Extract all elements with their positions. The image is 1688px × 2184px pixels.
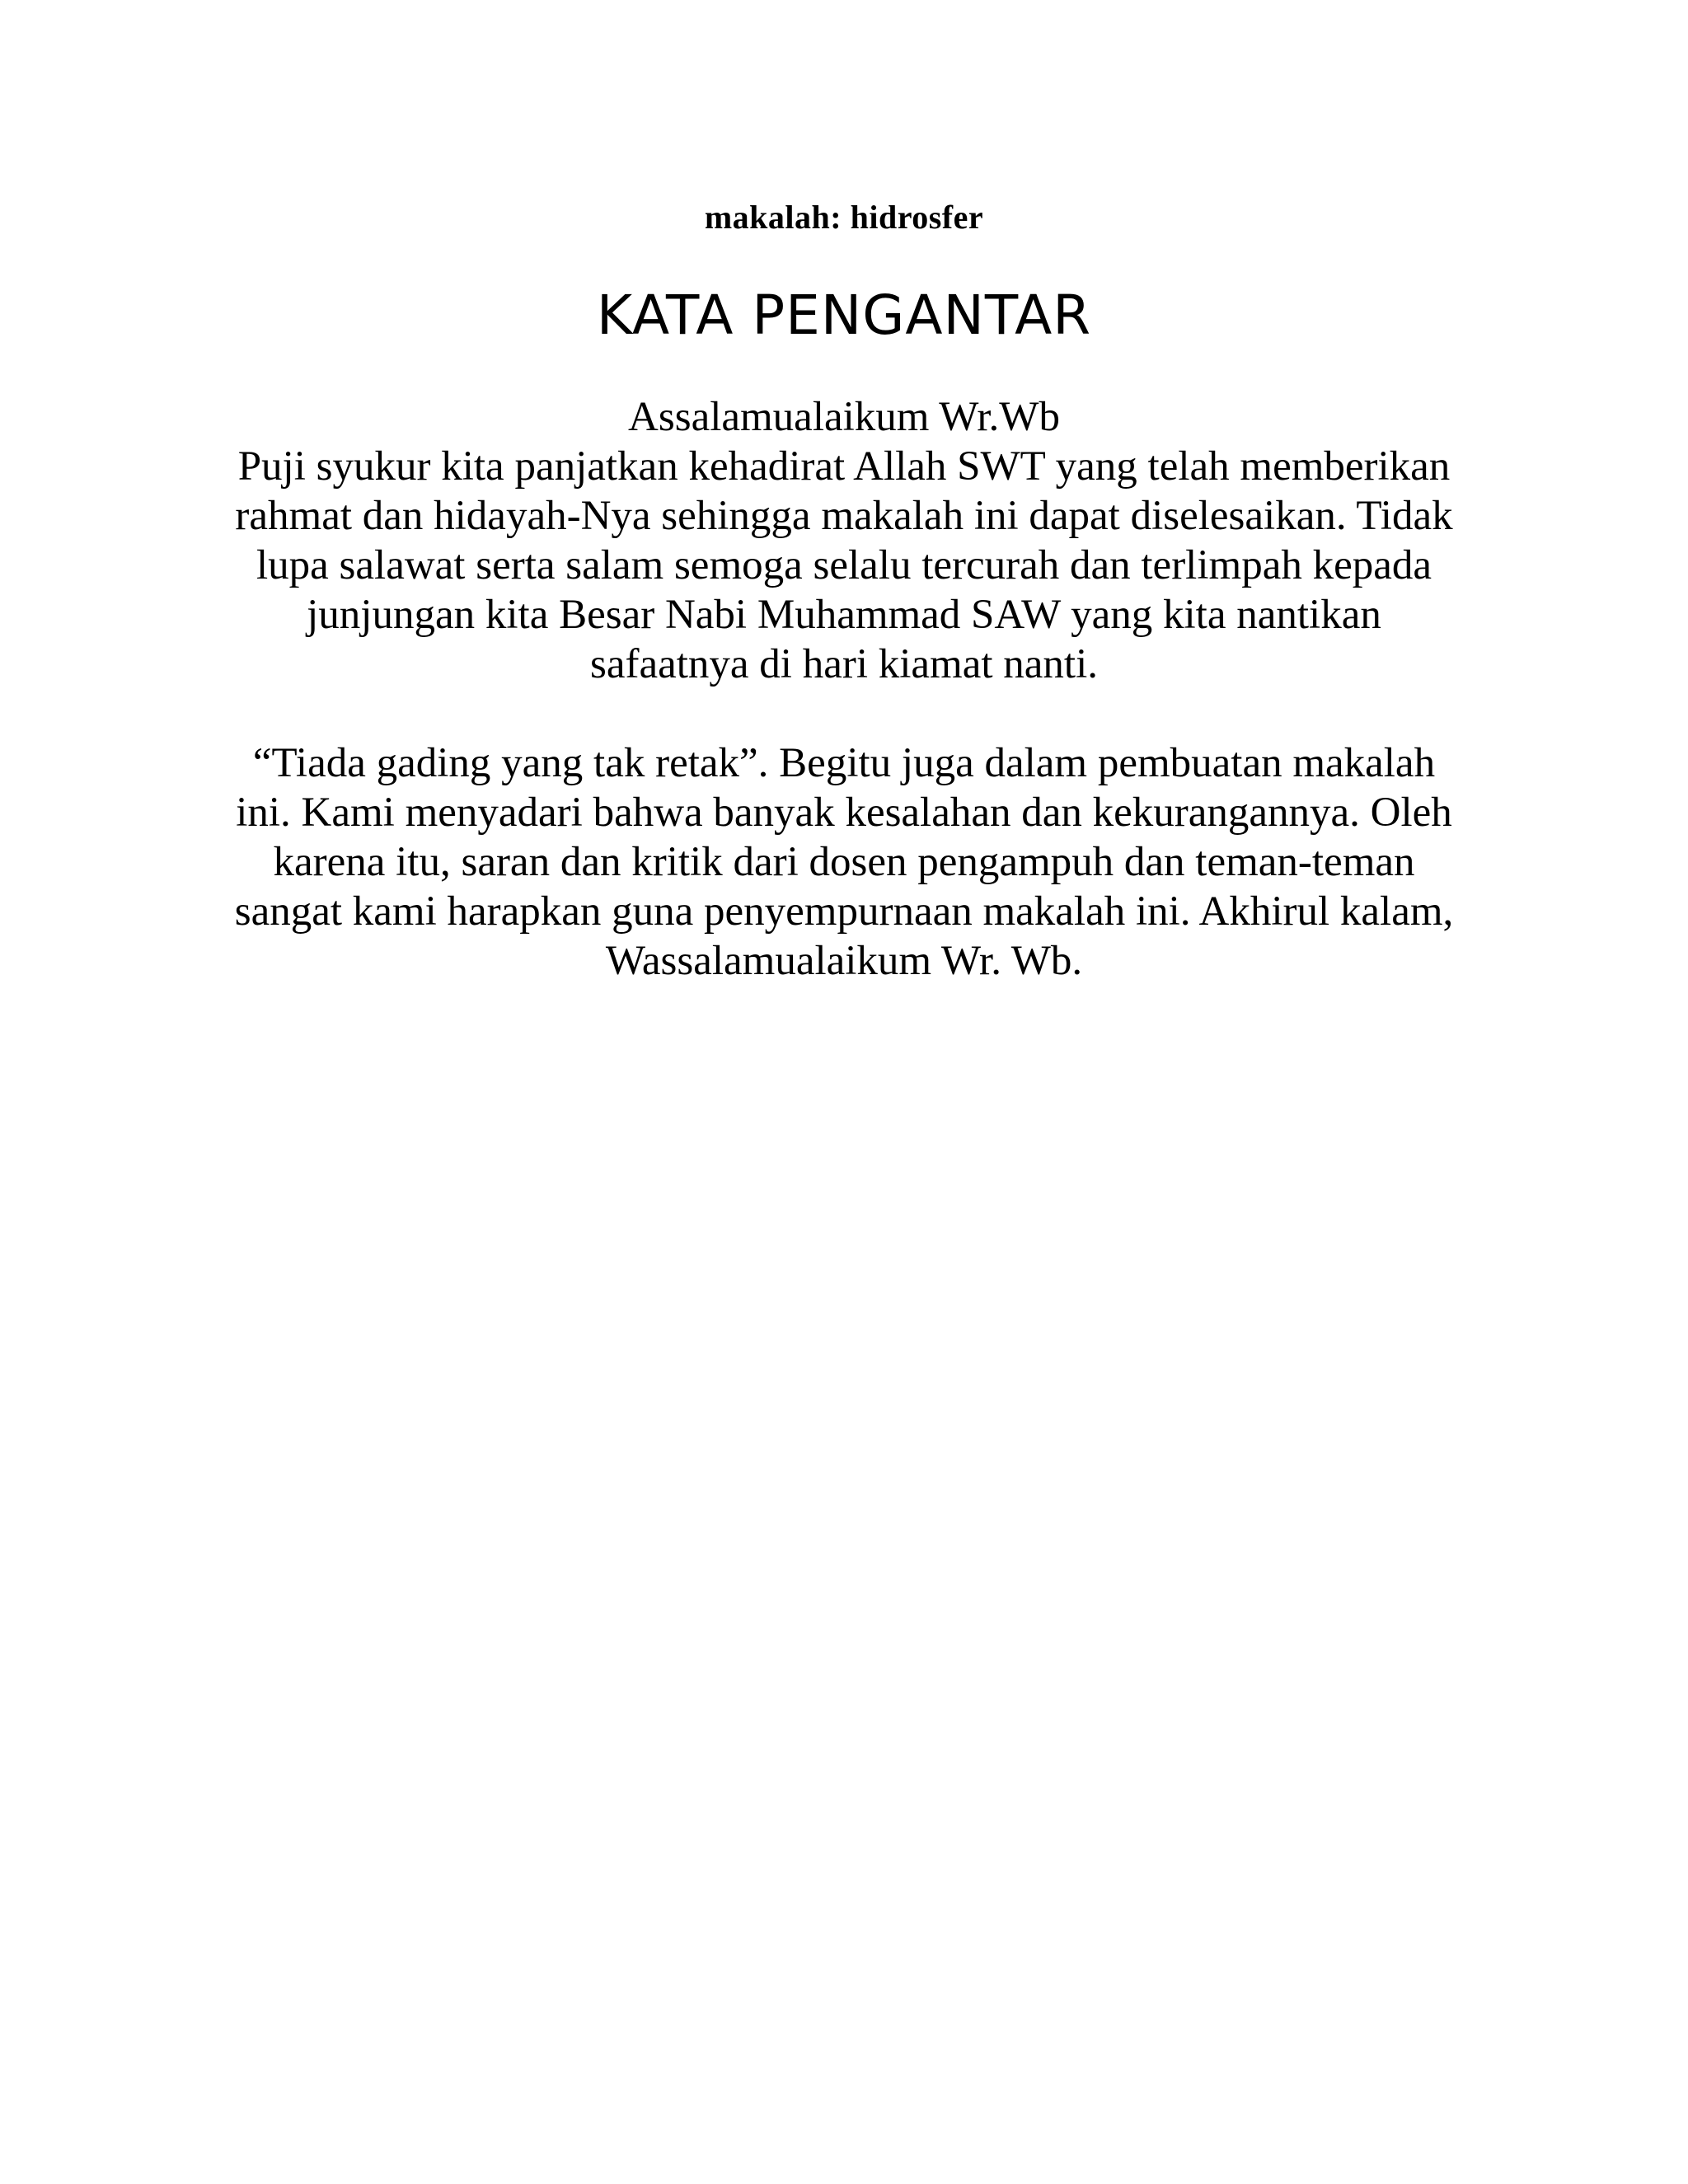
- page-heading: KATA PENGANTAR: [596, 284, 1092, 347]
- paragraph-line: Puji syukur kita panjatkan kehadirat Allah SWT yang telah memberikan: [237, 443, 1451, 490]
- paragraph-line: junjungan kita Besar Nabi Muhammad SAW yang kita nantikan: [307, 592, 1381, 638]
- paragraph-line: Wassalamualaikum Wr. Wb.: [605, 938, 1083, 984]
- paragraph-line: “Tiada gading yang tak retak”. Begitu juga dalam pembuatan makalah: [252, 740, 1436, 786]
- paragraph-line: safaatnya di hari kiamat nanti.: [589, 641, 1098, 687]
- paragraph-line: sangat kami harapkan guna penyempurnaan makalah ini. Akhirul kalam,: [234, 888, 1454, 935]
- paragraph-line: karena itu, saran dan kritik dari dosen pengampuh dan teman-teman: [273, 839, 1415, 885]
- paragraph-line: rahmat dan hidayah-Nya sehingga makalah ini dapat diselesaikan. Tidak: [235, 493, 1453, 539]
- paragraph-closing: [190, 738, 1498, 986]
- paragraph-line: ini. Kami menyadari bahwa banyak kesalahan dan kekurangannya. Oleh: [236, 790, 1452, 836]
- paragraph-opening: [190, 392, 1498, 689]
- paragraph-line: Assalamualaikum Wr.Wb: [628, 394, 1060, 440]
- paragraph-line: lupa salawat serta salam semoga selalu tercurah dan terlimpah kepada: [256, 542, 1432, 588]
- document-header-title: makalah: hidrosfer: [704, 199, 984, 236]
